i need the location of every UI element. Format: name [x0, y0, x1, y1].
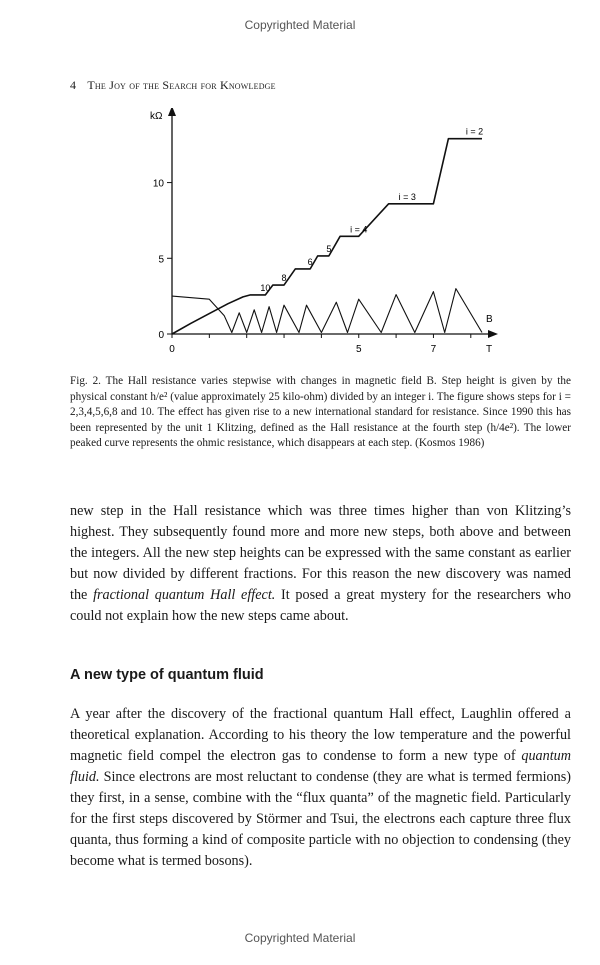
hall-resistance-chart	[130, 108, 510, 366]
series-hall-resistance	[172, 139, 482, 334]
step-label-0: 10	[260, 282, 271, 293]
y-tick-label-2: 10	[152, 178, 164, 190]
paragraph1-text-a: new step in the Hall resistance which was three times higher than von Klitzing’s highest. They subsequently found more and more new steps, both above and between the integers. All the new step heights can be expressed with the same constant as earlier but now divided by different fractions. For this reason the new discovery was named the	[70, 503, 571, 603]
page-number: 4	[70, 78, 77, 92]
paragraph2-text-a: A year after the discovery of the fractional quantum Hall effect, Laughlin offered a theoretical explanation. According to his theory the low temperature and the powerful magnetic field compel the electron gas to condense to form a new type of	[70, 706, 571, 764]
step-label-5: i = 3	[398, 191, 416, 202]
running-head	[70, 78, 276, 93]
y-tick-label-0: 0	[158, 330, 164, 341]
x-axis-unit-label: T	[486, 344, 493, 355]
caption-lead: Fig. 2.	[70, 375, 101, 387]
paragraph1-emphasis: fractional quantum Hall effect.	[93, 587, 276, 603]
series-ohmic-resistance	[172, 289, 482, 333]
x-axis-label: B	[486, 314, 493, 325]
x-tick-label-0: 0	[169, 344, 175, 355]
caption-text: The Hall resistance varies stepwise with changes in magnetic field B. Step height is given by the physical constant h/e² (value approximately 25 kilo-ohm) divided by an integer i. The figure shows steps for i = 2,3,4,5,6,8 and 10. The effect has given rise to a new international standard for resistance. Since 1990 this has been represented by the unit 1 Klitzing, defined as the Hall resistance at the fourth step (h/4e²). The lower peaked curve represents the ohmic resistance, which disappears at each step. (Kosmos 1986)	[70, 375, 571, 450]
paragraph-fractional-effect	[70, 501, 571, 627]
hall-resistance-line	[172, 139, 482, 334]
step-label-3: 5	[326, 243, 332, 254]
paragraph2-text-b: Since electrons are most reluctant to condense (they are what is termed fermions) they first, in a sense, combine with the “flux quanta” of the magnetic field. Particularly for the first steps discovered by Störmer and Tsui, the electrons each capture three flux quanta, thus forming a kind of composite particle with no objection to condensing (they become what is termed bosons).	[70, 769, 571, 869]
step-label-6: i = 2	[465, 126, 484, 137]
y-tick-label-1: 5	[158, 254, 164, 266]
x-tick-label-1: 5	[355, 344, 362, 355]
x-tick-label-2: 7	[430, 344, 437, 355]
ohmic-resistance-line	[172, 289, 482, 333]
running-head-title: The Joy of the Search for Knowledge	[87, 78, 276, 92]
copyright-watermark-bottom: Copyrighted Material	[244, 931, 356, 945]
copyright-watermark-top: Copyrighted Material	[244, 18, 356, 32]
paragraph-quantum-fluid	[70, 704, 571, 872]
paragraph1-text-b: It posed a great mystery for the researchers who could not explain how the new steps came about.	[70, 587, 572, 624]
x-axis-arrow	[488, 330, 498, 338]
section-heading: A new type of quantum fluid	[70, 667, 264, 683]
y-axis-label: kΩ	[150, 111, 163, 122]
step-label-1: 8	[281, 273, 287, 284]
step-label-2: 6	[307, 256, 313, 267]
y-axis-arrow	[168, 108, 176, 116]
figure-caption	[70, 374, 571, 452]
step-label-4: i = 4	[350, 224, 368, 235]
paragraph2-emphasis: quantum fluid.	[70, 748, 571, 785]
chart-axes	[168, 108, 498, 338]
